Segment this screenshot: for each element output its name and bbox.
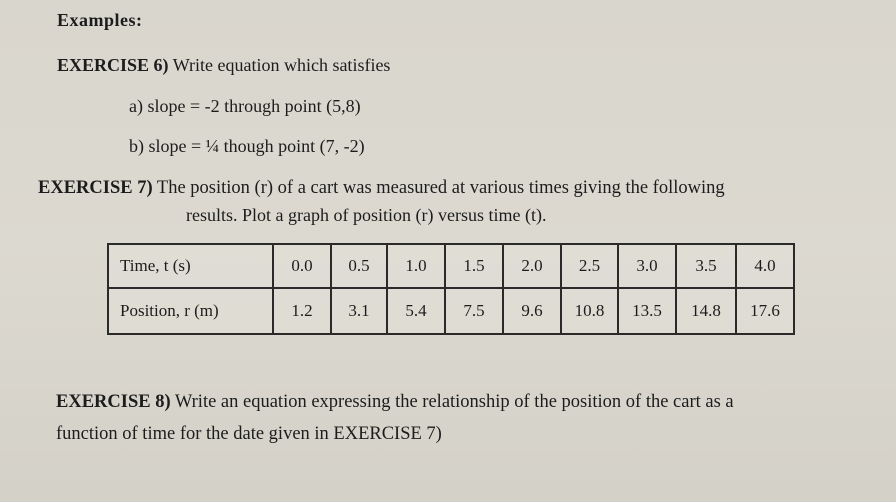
exercise-8-prompt [56, 393, 734, 412]
table-row-time [108, 244, 794, 288]
exercise-8-line2: function of time for the date given in EXERCISE 7) [56, 424, 442, 444]
exercise-7-prompt [38, 179, 725, 198]
exercise-6-part-a: a) slope = -2 through point (5,8) [129, 96, 361, 116]
exercise-6-text: Write equation which satisfies [172, 55, 391, 75]
exercise-8-line1: Write an equation expressing the relationship of the position of the cart as a [174, 392, 734, 412]
position-cell: 3.1 [331, 288, 387, 334]
exercise-6-prompt [57, 56, 390, 74]
position-cell: 5.4 [387, 288, 445, 334]
exercise-6-part-b: b) slope = ¼ though point (7, -2) [129, 136, 365, 156]
position-cell: 7.5 [445, 288, 503, 334]
time-cell: 3.0 [618, 244, 676, 288]
time-cell: 0.0 [273, 244, 331, 288]
time-cell: 0.5 [331, 244, 387, 288]
time-row-header: Time, t (s) [108, 244, 273, 288]
exercise-7-line1: The position (r) of a cart was measured at various times giving the following [156, 178, 725, 198]
position-cell: 17.6 [736, 288, 794, 334]
position-time-table [107, 243, 795, 335]
position-cell: 1.2 [273, 288, 331, 334]
examples-heading: Examples: [57, 10, 143, 30]
position-cell: 14.8 [676, 288, 736, 334]
position-cell: 9.6 [503, 288, 561, 334]
position-cell: 10.8 [561, 288, 618, 334]
exercise-7-label: EXERCISE 7) [38, 178, 153, 198]
exercise-8-label: EXERCISE 8) [56, 392, 171, 412]
exercise-7-line2: results. Plot a graph of position (r) versus time (t). [186, 205, 547, 225]
exercise-6-label: EXERCISE 6) [57, 55, 169, 75]
time-cell: 1.0 [387, 244, 445, 288]
time-cell: 2.5 [561, 244, 618, 288]
time-cell: 4.0 [736, 244, 794, 288]
table-row-position [108, 288, 794, 334]
position-cell: 13.5 [618, 288, 676, 334]
time-cell: 1.5 [445, 244, 503, 288]
time-cell: 3.5 [676, 244, 736, 288]
position-row-header: Position, r (m) [108, 288, 273, 334]
time-cell: 2.0 [503, 244, 561, 288]
